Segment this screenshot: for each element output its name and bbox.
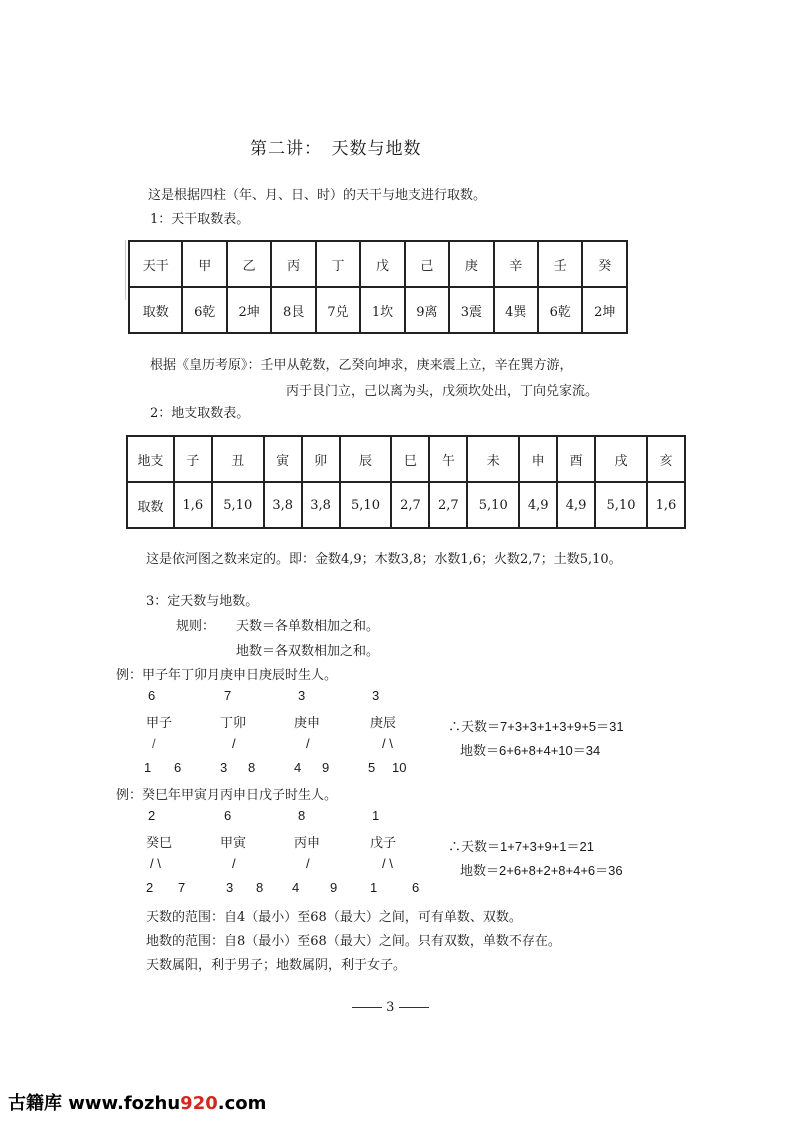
table-cell: 乙: [227, 241, 271, 287]
example1-di-sum: 地数＝6+6+8+4+10＝34: [460, 743, 601, 758]
example2-bottom-num: 4: [292, 880, 300, 895]
table-cell: 癸: [582, 241, 627, 287]
table-cell: 戌: [595, 436, 647, 482]
example1-top-num: 7: [224, 688, 232, 703]
table-cell: 5,10: [595, 482, 647, 528]
page-number-value: 3: [386, 1000, 395, 1015]
slash-mark: /: [306, 736, 310, 751]
table-cell: 酉: [557, 436, 595, 482]
range-tian: 天数的范围：自4（最小）至68（最大）之间，可有单数、双数。: [146, 910, 522, 925]
page-title: 第二讲： 天数与地数: [250, 139, 422, 159]
table-cell: 辛: [494, 241, 538, 287]
table-cell: 取数: [127, 482, 174, 528]
table-cell: 8艮: [271, 287, 315, 333]
table-cell: 取数: [129, 287, 182, 333]
section2-label: 2：地支取数表。: [150, 406, 250, 421]
table-cell: 4,9: [557, 482, 595, 528]
example1-bottom-num: 10: [392, 760, 407, 775]
slash-mark: /: [152, 736, 156, 751]
example2-bottom-num: 7: [178, 880, 186, 895]
table-cell: 亥: [647, 436, 685, 482]
table-cell: 丑: [212, 436, 264, 482]
slash-mark: / \: [382, 856, 393, 871]
table-cell: 申: [519, 436, 557, 482]
example1-bottom-num: 4: [294, 760, 302, 775]
example1-pillar: 甲子: [146, 716, 173, 731]
hetu-note: 这是依河图之数来定的。即：金数4,9；木数3,8；水数1,6；火数2,7；土数5,10。: [146, 552, 622, 567]
table-row: [129, 287, 627, 333]
rhyme-line-1: 根据《皇历考原》：壬甲从乾数，乙癸向坤求，庚来震上立，辛在巽方游，: [150, 358, 573, 373]
example2-pillar: 癸巳: [146, 836, 173, 851]
example2-bottom-num: 1: [370, 880, 378, 895]
table-row: [129, 241, 627, 287]
yin-yang-note: 天数属阳，利于男子；地数属阴，利于女子。: [146, 958, 407, 973]
example1-top-num: 6: [148, 688, 156, 703]
table-cell: 7兑: [316, 287, 360, 333]
example2-bottom-num: 6: [412, 880, 420, 895]
slash-mark: /: [306, 856, 310, 871]
example1-pillar: 丁卯: [220, 716, 247, 731]
table-cell: 辰: [340, 436, 392, 482]
table-cell: 壬: [538, 241, 582, 287]
rule-tian: 天数＝各单数相加之和。: [236, 619, 380, 634]
example2-bottom-num: 2: [146, 880, 154, 895]
table-cell: 2坤: [227, 287, 271, 333]
table-cell: 甲: [182, 241, 226, 287]
example1-bottom-num: 9: [322, 760, 330, 775]
page-number: [352, 1000, 429, 1015]
table-row: [127, 482, 685, 528]
table-cell: 寅: [264, 436, 302, 482]
table-cell: 地支: [127, 436, 174, 482]
table-cell: 丙: [271, 241, 315, 287]
example1-top-num: 3: [372, 688, 380, 703]
example1-top-num: 3: [298, 688, 306, 703]
example1-bottom-num: 6: [174, 760, 182, 775]
example1-bottom-num: 8: [248, 760, 256, 775]
example1-tian-sum: ∴天数＝7+3+3+1+3+9+5＝31: [448, 719, 624, 734]
section1-label: 1：天干取数表。: [150, 212, 250, 227]
example1-bottom-num: 3: [220, 760, 228, 775]
example2-top-num: 8: [298, 808, 306, 823]
example1-pillar: 庚申: [294, 716, 321, 731]
rule-label: 规则：: [176, 619, 216, 634]
section3-label: 3：定天数与地数。: [146, 594, 259, 609]
table-cell: 2,7: [429, 482, 467, 528]
table-cell: 4,9: [519, 482, 557, 528]
table-cell: 3,8: [302, 482, 340, 528]
table-cell: 5,10: [212, 482, 264, 528]
rule-di: 地数＝各双数相加之和。: [236, 644, 380, 659]
table-cell: 1,6: [647, 482, 685, 528]
table-cell: 午: [429, 436, 467, 482]
example2-label: 例：癸巳年甲寅月丙申日戊子时生人。: [116, 788, 338, 803]
table-cell: 卯: [302, 436, 340, 482]
table-cell: 丁: [316, 241, 360, 287]
example1-label: 例：甲子年丁卯月庚申日庚辰时生人。: [116, 668, 338, 683]
table-cell: 5,10: [340, 482, 392, 528]
table-cell: 未: [467, 436, 519, 482]
table-cell: 子: [174, 436, 212, 482]
table-cell: 6乾: [182, 287, 226, 333]
table-cell: 2,7: [391, 482, 429, 528]
table-cell: 庚: [449, 241, 493, 287]
example1-bottom-num: 5: [368, 760, 376, 775]
example2-bottom-num: 3: [226, 880, 234, 895]
rhyme-line-2: 丙于艮门立，己以离为头，戊须坎处出，丁向兑家流。: [286, 384, 599, 399]
tiangan-table: [128, 240, 628, 334]
site-number: 920: [180, 1093, 218, 1114]
table-cell: 己: [405, 241, 449, 287]
example1-pillar: 庚辰: [370, 716, 397, 731]
range-di: 地数的范围：自8（最小）至68（最大）之间。只有双数，单数不存在。: [146, 934, 561, 949]
table-cell: 戊: [360, 241, 404, 287]
table-cell: 5,10: [467, 482, 519, 528]
brand-name: 古籍库: [8, 1093, 62, 1114]
intro-text: 这是根据四柱（年、月、日、时）的天干与地支进行取数。: [148, 188, 487, 203]
dizhi-table: [126, 435, 686, 529]
slash-mark: /: [232, 736, 236, 751]
table-cell: 3震: [449, 287, 493, 333]
table-cell: 4巽: [494, 287, 538, 333]
slash-mark: /: [232, 856, 236, 871]
example2-pillar: 甲寅: [220, 836, 247, 851]
table-cell: 巳: [391, 436, 429, 482]
example2-bottom-num: 8: [256, 880, 264, 895]
example2-pillar: 丙申: [294, 836, 321, 851]
site-prefix: www.fozhu: [68, 1093, 181, 1114]
example2-tian-sum: ∴天数＝1+7+3+9+1＝21: [448, 839, 594, 854]
example2-top-num: 6: [224, 808, 232, 823]
site-suffix: .com: [217, 1093, 267, 1114]
example2-top-num: 2: [148, 808, 156, 823]
footer-brand: [8, 1089, 266, 1115]
table-cell: 1,6: [174, 482, 212, 528]
table-cell: 9离: [405, 287, 449, 333]
table-cell: 天干: [129, 241, 182, 287]
example1-bottom-num: 1: [144, 760, 152, 775]
table-row: [127, 436, 685, 482]
slash-mark: / \: [150, 856, 161, 871]
example2-top-num: 1: [372, 808, 380, 823]
example2-bottom-num: 9: [330, 880, 338, 895]
example2-di-sum: 地数＝2+6+8+2+8+4+6＝36: [460, 863, 623, 878]
table-cell: 3,8: [264, 482, 302, 528]
table-cell: 2坤: [582, 287, 627, 333]
table-cell: 1坎: [360, 287, 404, 333]
table-cell: 6乾: [538, 287, 582, 333]
slash-mark: / \: [382, 736, 393, 751]
example2-pillar: 戊子: [370, 836, 397, 851]
